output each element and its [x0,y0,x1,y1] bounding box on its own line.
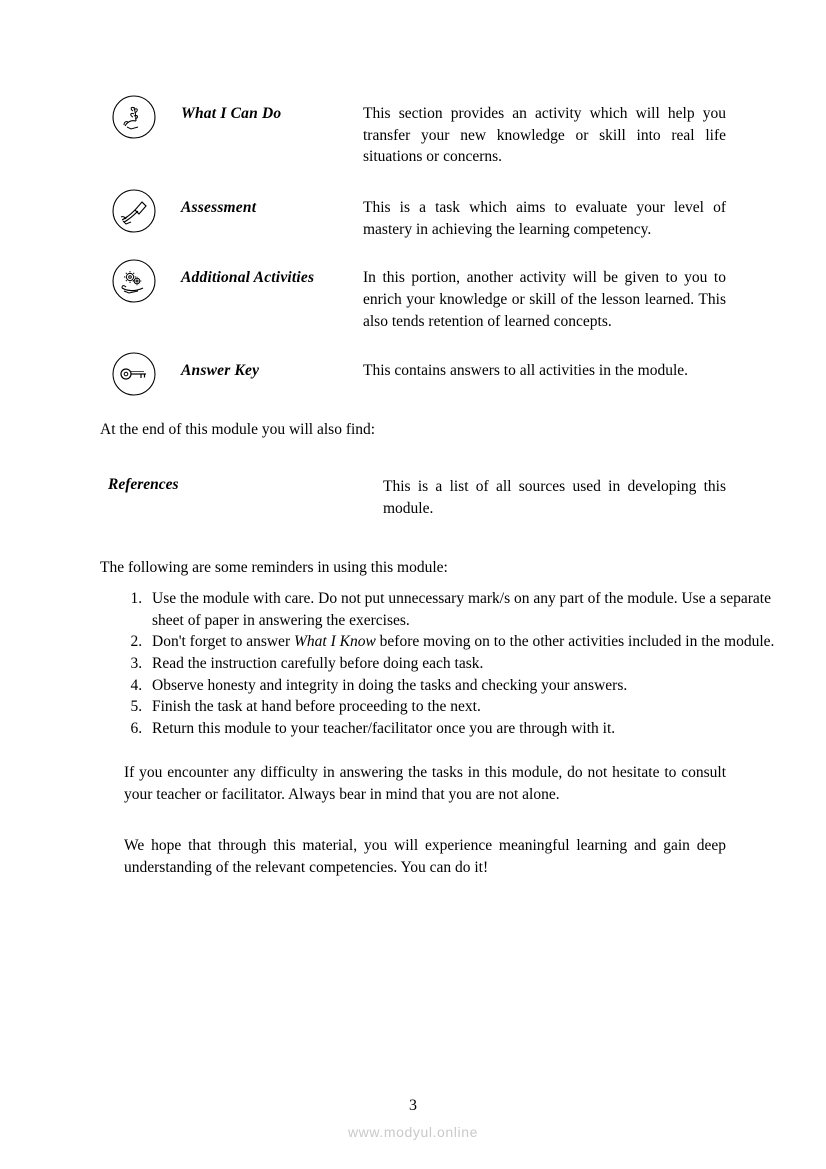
reminder-text-3: 3. Read the instruction carefully before doing each task. [152,655,484,673]
references-description: This is a list of all sources used in developing this module. [383,478,726,517]
reminder-text-5: 5. Finish the task at hand before proceeding to the next. [152,698,481,716]
reminder-text-1: 1. Use the module with care. Do not put unnecessary mark/s on any part of the module. Use a separate sheet of paper in answering the exercises. [152,590,771,629]
legend-description: This contains answers to all activities in the module. [363,361,689,379]
legend-description: In this portion, another activity will be given to you to enrich your knowledge or skill of the lesson learned. This also tends retention of learned concepts. [363,269,726,330]
key-icon [111,351,157,397]
legend-row [100,256,726,332]
reminder-text-6: 6. Return this module to your teacher/facilitator once you are through with it. [152,720,616,738]
hand-holding-plant-icon [111,94,157,140]
reminder-text-4: 4. Observe honesty and integrity in doing the tasks and checking your answers. [152,676,628,694]
module-icon-legend [100,92,726,397]
reminders-list [100,588,776,740]
reminders-intro: The following are some reminders in using this module: [100,559,448,576]
closing-paragraph-2: We hope that through this material, you will experience meaningful learning and gain deep understanding of the relevant competencies. You can do it! [124,837,726,876]
legend-label: What I Can Do [181,105,282,122]
legend-description: This section provides an activity which will help you transfer your new knowledge or skill into real life situations or concerns. [363,105,726,166]
list-item [146,653,776,675]
legend-label: Additional Activities [181,269,315,287]
watermark: www.modyul.online [347,1124,479,1140]
hand-holding-gears-icon [111,258,157,304]
legend-label: Assessment [181,199,257,217]
legend-label: Answer Key [181,361,260,379]
references-row [100,476,726,519]
references-label: References [108,476,179,493]
page-number: 3 [409,1097,417,1114]
list-item [146,675,776,697]
legend-row [100,186,726,240]
list-item [146,631,776,653]
list-item [146,718,776,740]
legend-description: This is a task which aims to evaluate your level of mastery in achieving the learning competency. [363,199,726,238]
reminder-2-italic: What I Know [293,633,376,651]
legend-row [100,349,726,397]
legend-row [100,92,726,168]
list-item [146,588,776,631]
reminder-text-2 [152,631,776,653]
hand-writing-pencil-icon [111,188,157,234]
end-of-module-line: At the end of this module you will also find: [100,421,376,438]
closing-paragraph-1: If you encounter any difficulty in answering the tasks in this module, do not hesitate to consult your teacher or facilitator. Always bear in mind that you are not alone. [124,764,726,803]
reminder-2-after: before moving on to the other activities included in the module. [375,633,775,651]
reminder-2-before: Don't forget to answer [152,633,294,651]
list-item [146,696,776,718]
